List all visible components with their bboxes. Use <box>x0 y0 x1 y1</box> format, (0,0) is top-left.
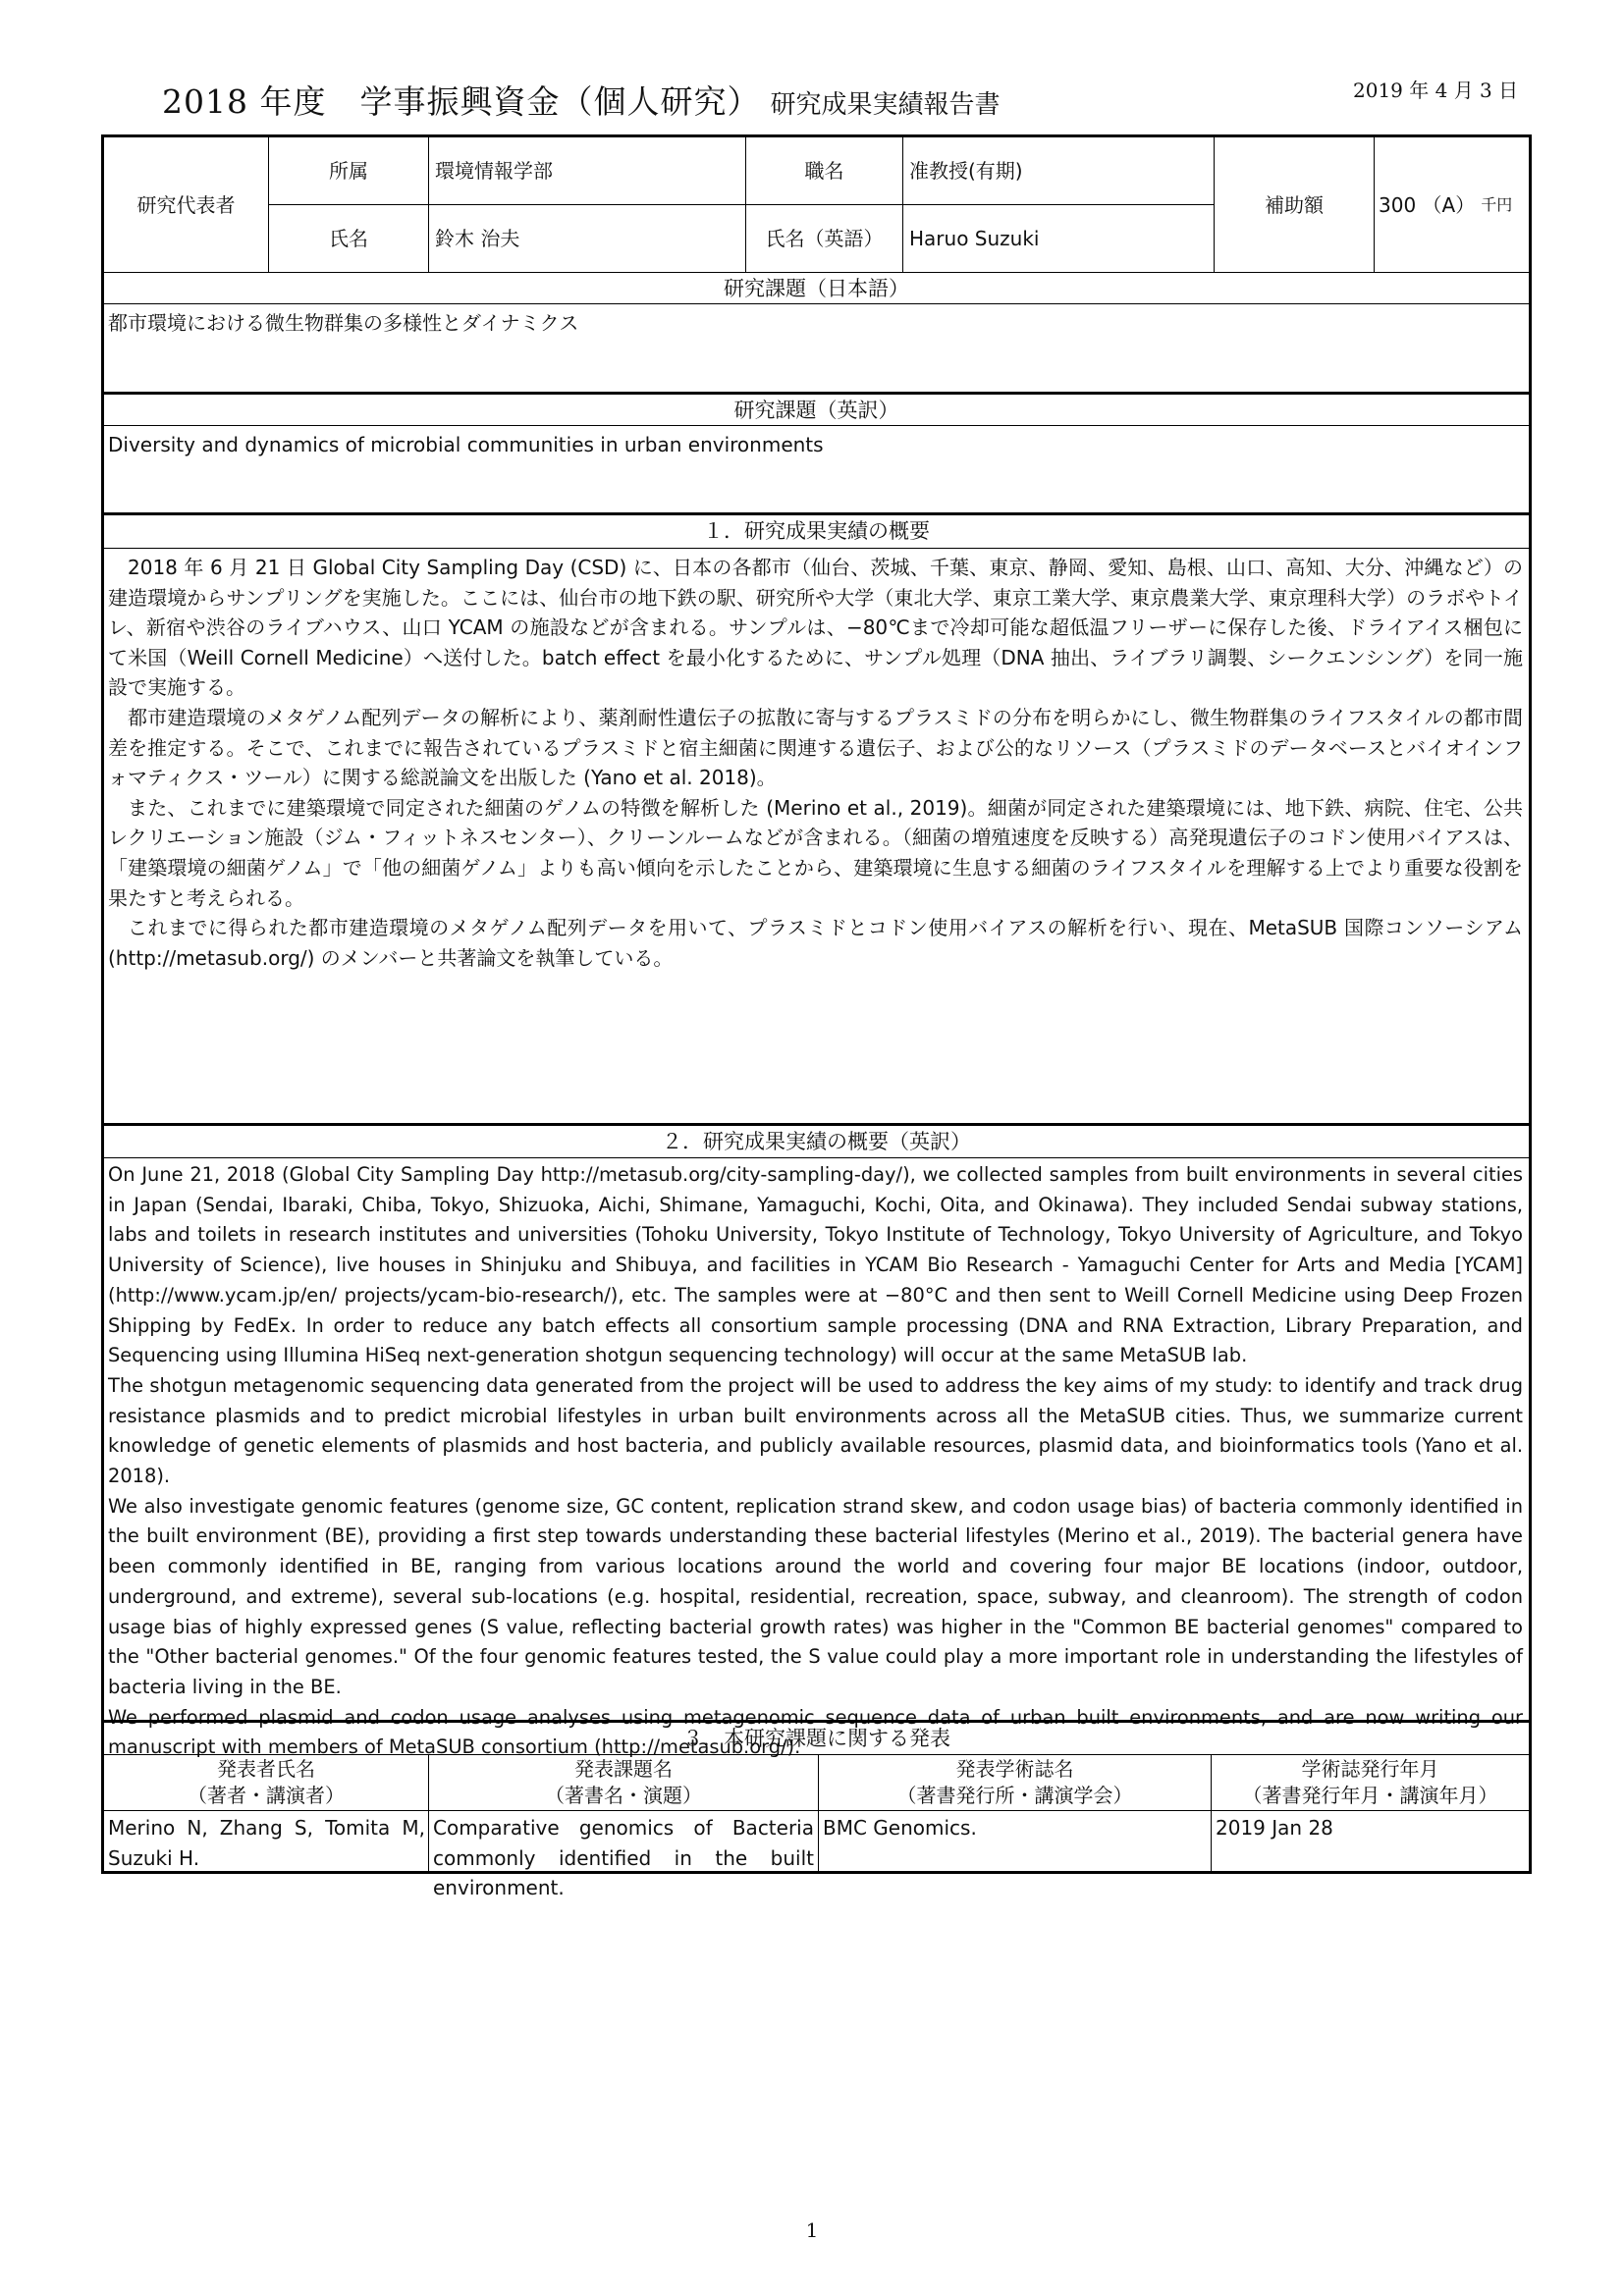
pub-journal: BMC Genomics. <box>823 1816 977 1840</box>
pub-col-date-line1: 学術誌発行年月 <box>1301 1757 1439 1781</box>
summary-en-paragraph: We performed plasmid and codon usage analyses using metagenomic sequence data of urban built environments, and are now writing our manuscript with members of MetaSUB consortium (http://metasub.org/). <box>108 1705 1523 1759</box>
pub-col-authors-line1: 発表者氏名 <box>217 1757 315 1781</box>
summary-jp-paragraph: これまでに得られた都市建造環境のメタゲノム配列データを用いて、プラスミドとコドン使用バイアスの解析を行い、現在、MetaSUB 国際コンソーシアム (http://metasub.org/) のメンバーと共著論文を執筆している。 <box>108 916 1523 970</box>
name-value: 鈴木 治夫 <box>429 205 746 273</box>
pub-col-title <box>429 1755 819 1811</box>
title-en-box <box>104 426 1529 515</box>
grant-amount: 300 （A） <box>1379 192 1476 217</box>
page-number: 1 <box>805 2218 819 2242</box>
representative-label: 研究代表者 <box>104 137 269 273</box>
pub-title: Comparative genomics of Bacteria commonly identified in the built environment. <box>433 1816 814 1900</box>
title-jp-box <box>104 304 1529 395</box>
summary-jp-paragraph: 都市建造環境のメタゲノム配列データの解析により、薬剤耐性遺伝子の拡散に寄与するプラスミドの分布を明らかにし、微生物群集のライフスタイルの都市間差を推定する。そこで、これまでに報告されているプラスミドと宿主細菌に関連する遺伝子、および公的なリソース（プラスミドのデータベースとバイオインフォマティクス・ツール）に関する総説論文を出版した (Yano et al. 2018)。 <box>108 705 1523 790</box>
pub-col-title-line2: （著書名・演題） <box>545 1784 702 1807</box>
title-jp-header: 研究課題（日本語） <box>104 273 1529 304</box>
title-jp-value: 都市環境における微生物群集の多様性とダイナミクス <box>108 311 579 335</box>
report-date: 2019 年 4 月 3 日 <box>1353 79 1519 102</box>
summary-jp-paragraph: また、これまでに建築環境で同定された細菌のゲノムの特徴を解析した (Merino et al., 2019)。細菌が同定された建築環境には、地下鉄、病院、住宅、公共レクリエーション施設（ジム・フィットネスセンター）、クリーンルームなどが含まれる。（細菌の増殖速度を反映する）高発現遺伝子のコドン使用バイアスは、「建築環境の細菌ゲノム」で「他の細菌ゲノム」よりも高い傾向を示したことから、建築環境に生息する細菌のライフスタイルを理解する上でより重要な役割を果たすと考えられる。 <box>108 795 1523 910</box>
grant-unit: 千円 <box>1481 194 1513 214</box>
affiliation-value: 環境情報学部 <box>429 137 746 205</box>
name-label: 氏名 <box>269 205 429 273</box>
position-label: 職名 <box>746 137 903 205</box>
grant-label: 補助額 <box>1215 137 1375 273</box>
summary-en-paragraph: The shotgun metagenomic sequencing data generated from the project will be used to address the key aims of my study: to identify and track drug resistance plasmids and to predict microbial lifestyles in urban built environments across all the MetaSUB cities. Thus, we summarize current knowledge of genetic elements of plasmids and host bacteria, and publicly available resources, plasmid data, and bioinformatics tools (Yano et al. 2018). <box>108 1373 1523 1488</box>
summary-jp-paragraph: 2018 年 6 月 21 日 Global City Sampling Day (CSD) に、日本の各都市（仙台、茨城、千葉、東京、静岡、愛知、島根、山口、高知、大分、沖縄など）の建造環境からサンプリングを実施した。ここには、仙台市の地下鉄の駅、研究所や大学（東北大学、東京工業大学、東京農業大学、東京理科大学）のラボやトイレ、新宿や渋谷のライブハウス、山口 YCAM の施設などが含まれる。サンプルは、−80℃まで冷却可能な超低温フリーザーに保存した後、ドライアイス梱包にて米国（Weill Cornell Medicine）へ送付した。batch effect を最小化するために、サンプル処理（DNA 抽出、ライブラリ調製、シークエンシング）を同一施設で実施する。 <box>108 556 1523 700</box>
name-en-value: Haruo Suzuki <box>903 205 1215 273</box>
name-en-label: 氏名（英語） <box>746 205 903 273</box>
report-title: 2018 年度 学事振興資金（個人研究） <box>162 82 761 121</box>
summary-en-paragraph: On June 21, 2018 (Global City Sampling Day http://metasub.org/city-sampling-day/), we collected samples from built environments in several cities in Japan (Sendai, Ibaraki, Chiba, Tokyo, Shizuoka, Aichi, Shimane, Yamaguchi, Kochi, Oita, and Okinawa). They included Sendai subway stations, labs and toilets in research institutes and universities (Tohoku University, Tokyo Institute of Technology, Tokyo University of Agriculture, and Tokyo University of Science), live houses in Shinjuku and Shibuya, and facilities in YCAM Bio Research - Yamaguchi Center for Arts and Media [YCAM] (http://www.ycam.jp/en/ projects/ycam-bio-research/), etc. The samples were at −80°C and then sent to Weill Cornell Medicine using Deep Frozen Shipping by FedEx. In order to reduce any batch effects all consortium sample processing (DNA and RNA Extraction, Library Preparation, and Sequencing using Illumina HiSeq next-generation shotgun sequencing technology) will occur at the same MetaSUB lab. <box>108 1163 1523 1367</box>
pub-col-journal-line2: （著書発行所・講演学会） <box>896 1784 1133 1807</box>
pub-col-title-line1: 発表課題名 <box>574 1757 673 1781</box>
position-value: 准教授(有期) <box>903 137 1215 205</box>
title-en-header: 研究課題（英訳） <box>104 395 1529 426</box>
title-en-value: Diversity and dynamics of microbial communities in urban environments <box>108 433 824 456</box>
pub-col-journal-line1: 発表学術誌名 <box>955 1757 1074 1781</box>
pub-col-date-line2: （著書発行年月・講演年月） <box>1242 1784 1498 1807</box>
grant-value <box>1375 137 1529 273</box>
pub-authors: Merino N, Zhang S, Tomita M, Suzuki H. <box>108 1816 425 1870</box>
pub-col-date <box>1212 1755 1529 1811</box>
report-subtitle: 研究成果実績報告書 <box>770 90 1001 120</box>
summary-en-header: ２．研究成果実績の概要（英訳） <box>104 1126 1529 1158</box>
report-form <box>101 134 1532 1900</box>
pub-col-authors <box>104 1755 429 1811</box>
affiliation-label: 所属 <box>269 137 429 205</box>
pubs-header: ３．本研究課題に関する発表 <box>104 1723 1529 1755</box>
summary-jp-box <box>104 549 1529 1126</box>
summary-en-box <box>104 1158 1529 1723</box>
page-title <box>162 77 1001 123</box>
pub-col-authors-line2: （著者・講演者） <box>188 1784 345 1807</box>
summary-jp-header: １．研究成果実績の概要 <box>104 515 1529 549</box>
summary-en-paragraph: We also investigate genomic features (genome size, GC content, replication strand skew, and codon usage bias) of bacteria commonly identified in the built environment (BE), providing a first step towards understanding these bacterial lifestyles (Merino et al., 2019). The bacterial genera have been commonly identified in BE, ranging from various locations around the world and covering four major BE locations (indoor, outdoor, underground, and extreme), several sub-locations (e.g. hospital, residential, recreation, space, subway, and cleanroom). The strength of codon usage bias of highly expressed genes (S value, reflecting bacterial growth rates) was higher in the "Common BE bacterial genomes" compared to the "Other bacterial genomes." Of the four genomic features tested, the S value could play a more important role in understanding the lifestyles of bacteria living in the BE. <box>108 1494 1523 1698</box>
pub-date: 2019 Jan 28 <box>1216 1816 1333 1840</box>
pub-col-journal <box>819 1755 1212 1811</box>
